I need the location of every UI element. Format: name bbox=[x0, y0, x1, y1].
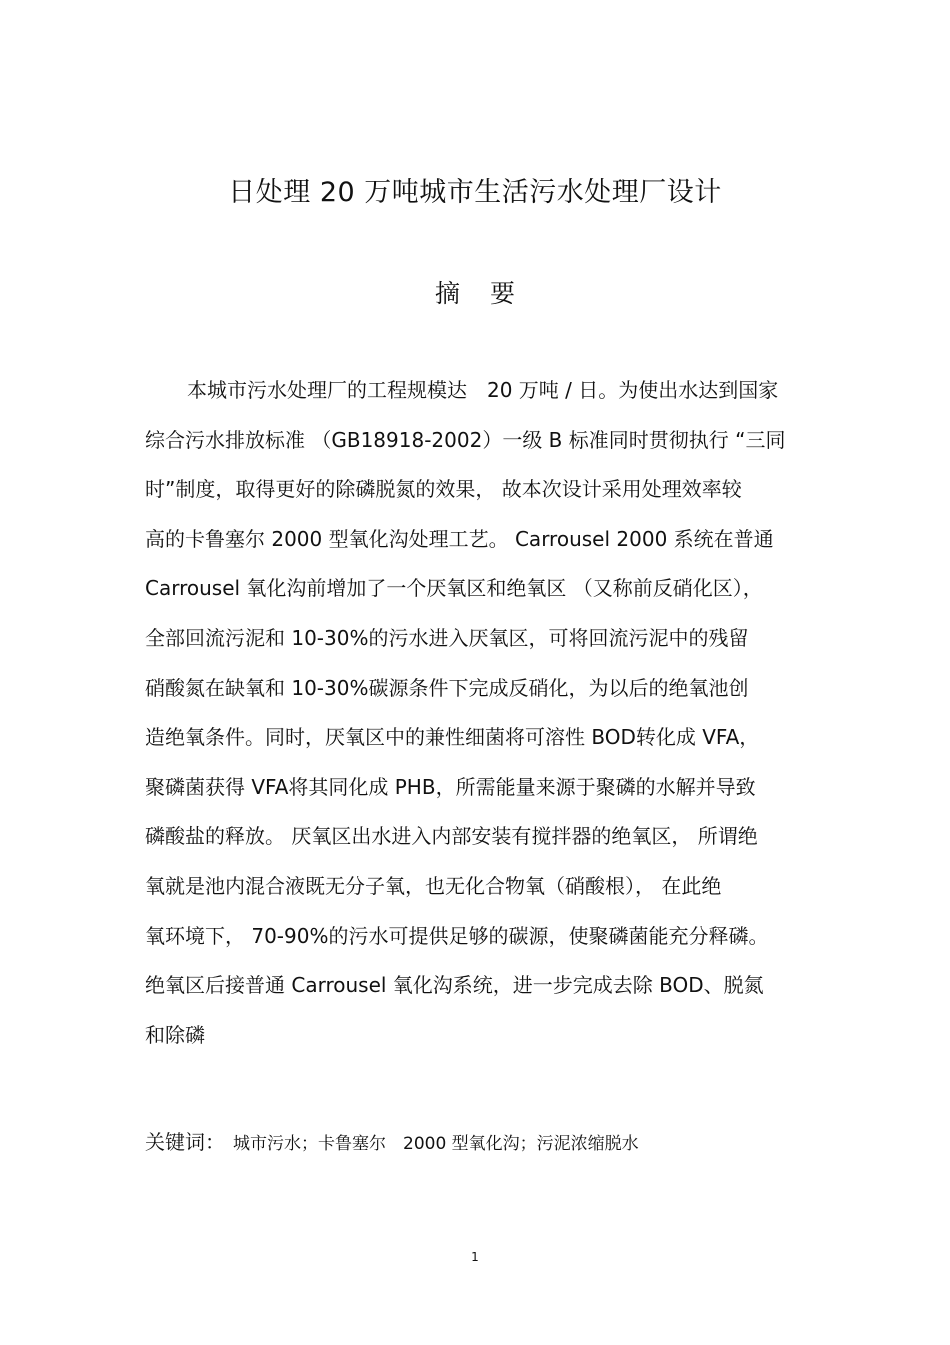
abstract-line: 全部回流污泥和 10-30%的污水进入厌氧区，可将回流污泥中的残留 bbox=[145, 625, 749, 650]
abstract-line: 绝氧区后接普通 Carrousel 氧化沟系统，进一步完成去除 BOD、脱氮 bbox=[145, 973, 764, 998]
abstract-line: 磷酸盐的释放。 厌氧区出水进入内部安装有搅拌器的绝氧区， 所谓绝 bbox=[145, 824, 758, 849]
abstract-line: 高的卡鲁塞尔 2000 型氧化沟处理工艺。 Carrousel 2000 系统在普通 bbox=[145, 526, 774, 551]
abstract-line: 和除磷 bbox=[145, 1022, 205, 1047]
abstract-line: 造绝氧条件。同时，厌氧区中的兼性细菌将可溶性 BOD转化成 VFA， bbox=[145, 725, 760, 750]
abstract-line: 聚磷菌获得 VFA将其同化成 PHB，所需能量来源于聚磷的水解并导致 bbox=[145, 774, 756, 799]
page-number: 1 bbox=[471, 1250, 479, 1264]
abstract-line: 综合污水排放标准 （GB18918-2002）一级 B 标准同时贯彻执行 “三同 bbox=[145, 427, 786, 452]
keywords bbox=[145, 1124, 810, 1162]
abstract-body bbox=[145, 372, 810, 1066]
abstract-line: 本城市污水处理厂的工程规模达 20 万吨 / 日。为使出水达到国家 bbox=[187, 378, 779, 402]
abstract-line: 时”制度，取得更好的除磷脱氮的效果， 故本次设计采用处理效率较 bbox=[145, 477, 742, 502]
document-title: 日处理 20 万吨城市生活污水处理厂设计 bbox=[228, 177, 722, 208]
keywords-label: 关键词： bbox=[145, 1130, 225, 1154]
abstract-line: 氧环境下， 70-90%的污水可提供足够的碳源，使聚磷菌能充分释磷。 bbox=[145, 923, 769, 948]
abstract-line: Carrousel 氧化沟前增加了一个厌氧区和绝氧区 （又称前反硝化区）， bbox=[145, 576, 763, 601]
keywords-value: 城市污水；卡鲁塞尔 2000 型氧化沟；污泥浓缩脱水 bbox=[233, 1134, 639, 1154]
abstract-heading: 摘要 bbox=[434, 279, 545, 308]
abstract-line: 硝酸氮在缺氧和 10-30%碳源条件下完成反硝化，为以后的绝氧池创 bbox=[145, 675, 749, 700]
abstract-line: 氧就是池内混合液既无分子氧，也无化合物氧（硝酸根）， 在此绝 bbox=[145, 873, 722, 898]
